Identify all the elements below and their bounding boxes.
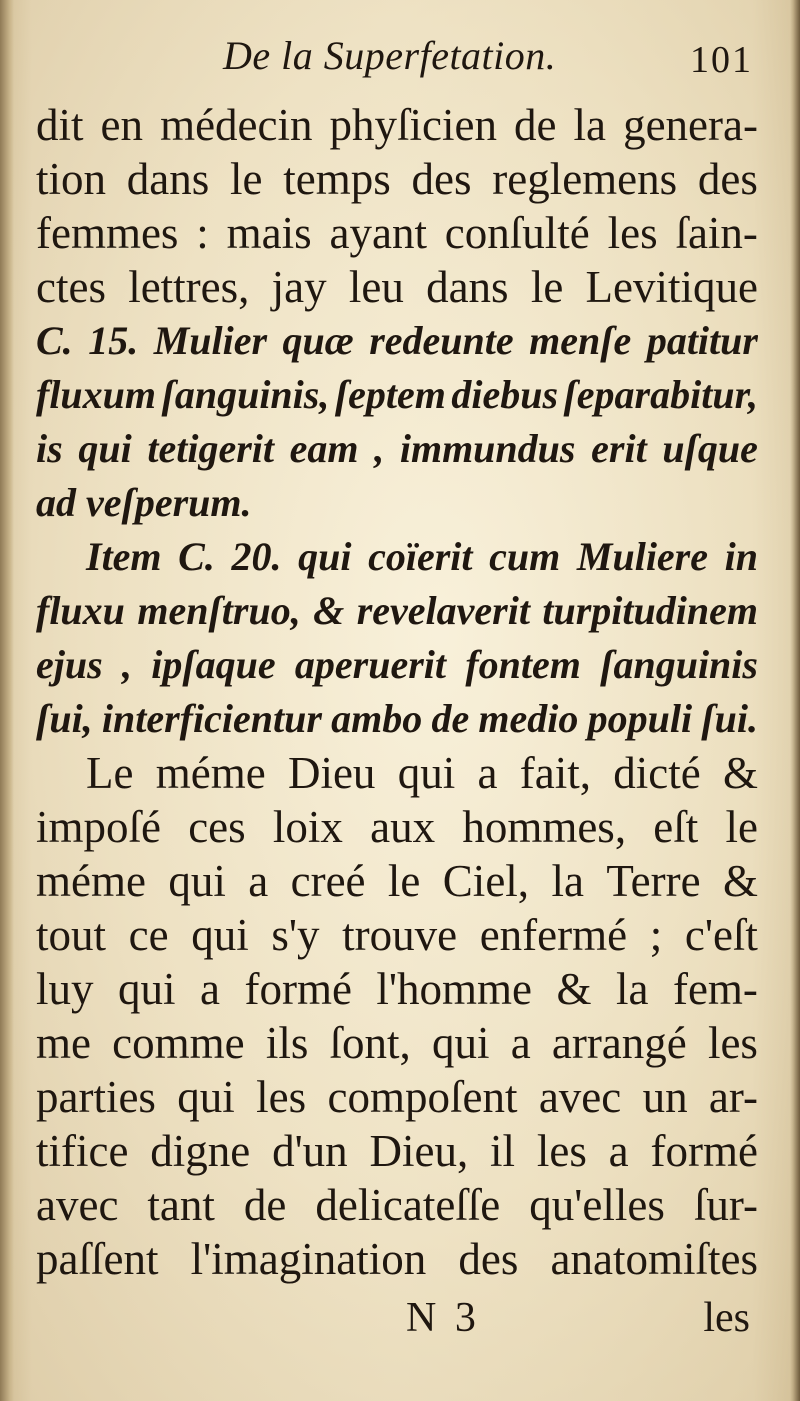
text-line: dit en médecin phyſicien de la genera-	[36, 100, 758, 150]
page-number: 101	[690, 39, 753, 81]
text-line: ctes lettres, jay leu dans le Levitique	[36, 262, 758, 312]
text-line: méme qui a creé le Ciel, la Terre &	[36, 856, 758, 906]
text-line: is qui tetigerit eam , immundus erit uſque	[36, 426, 758, 471]
text-line: parties qui les compoſent avec un ar-	[36, 1072, 758, 1122]
text-line: me comme ils ſont, qui a arrangé les	[36, 1018, 758, 1068]
text-line: impoſé ces loix aux hommes, eſt le	[36, 802, 758, 852]
signature-mark: N 3	[406, 1295, 480, 1341]
text-line: C. 15. Mulier quæ redeunte menſe patitur	[36, 318, 758, 363]
body-text	[36, 98, 758, 1286]
page-header	[38, 32, 753, 92]
text-line: fluxu menſtruo, & revelaverit turpitudinem	[36, 588, 758, 633]
text-line: paſſent l'imagination des anatomiſtes	[36, 1234, 758, 1284]
page-footer	[36, 1288, 758, 1348]
catchword: les	[703, 1295, 750, 1341]
text-line: fluxum ſanguinis, ſeptem diebus ſeparabitur,	[36, 372, 758, 417]
text-line: ad veſperum.	[36, 480, 252, 525]
text-line: luy qui a formé l'homme & la fem-	[36, 964, 758, 1014]
text-line: ejus , ipſaque aperuerit fontem ſanguinis	[36, 642, 758, 687]
page-gutter	[0, 0, 14, 1401]
text-line: Item C. 20. qui coïerit cum Muliere in	[86, 534, 758, 579]
text-line: tifice digne d'un Dieu, il les a formé	[36, 1126, 758, 1176]
page-edge	[790, 0, 800, 1401]
running-head: De la Superfetation.	[223, 33, 557, 78]
text-line: tion dans le temps des reglemens des	[36, 154, 758, 204]
text-line: tout ce qui s'y trouve enfermé ; c'eſt	[36, 910, 758, 960]
text-line: avec tant de delicateſſe qu'elles ſur-	[36, 1180, 758, 1230]
text-line: Le méme Dieu qui a fait, dicté &	[86, 748, 758, 798]
text-line: femmes : mais ayant conſulté les ſain-	[36, 208, 758, 258]
text-line: ſui, interficientur ambo de medio populi ſui.	[36, 696, 758, 741]
